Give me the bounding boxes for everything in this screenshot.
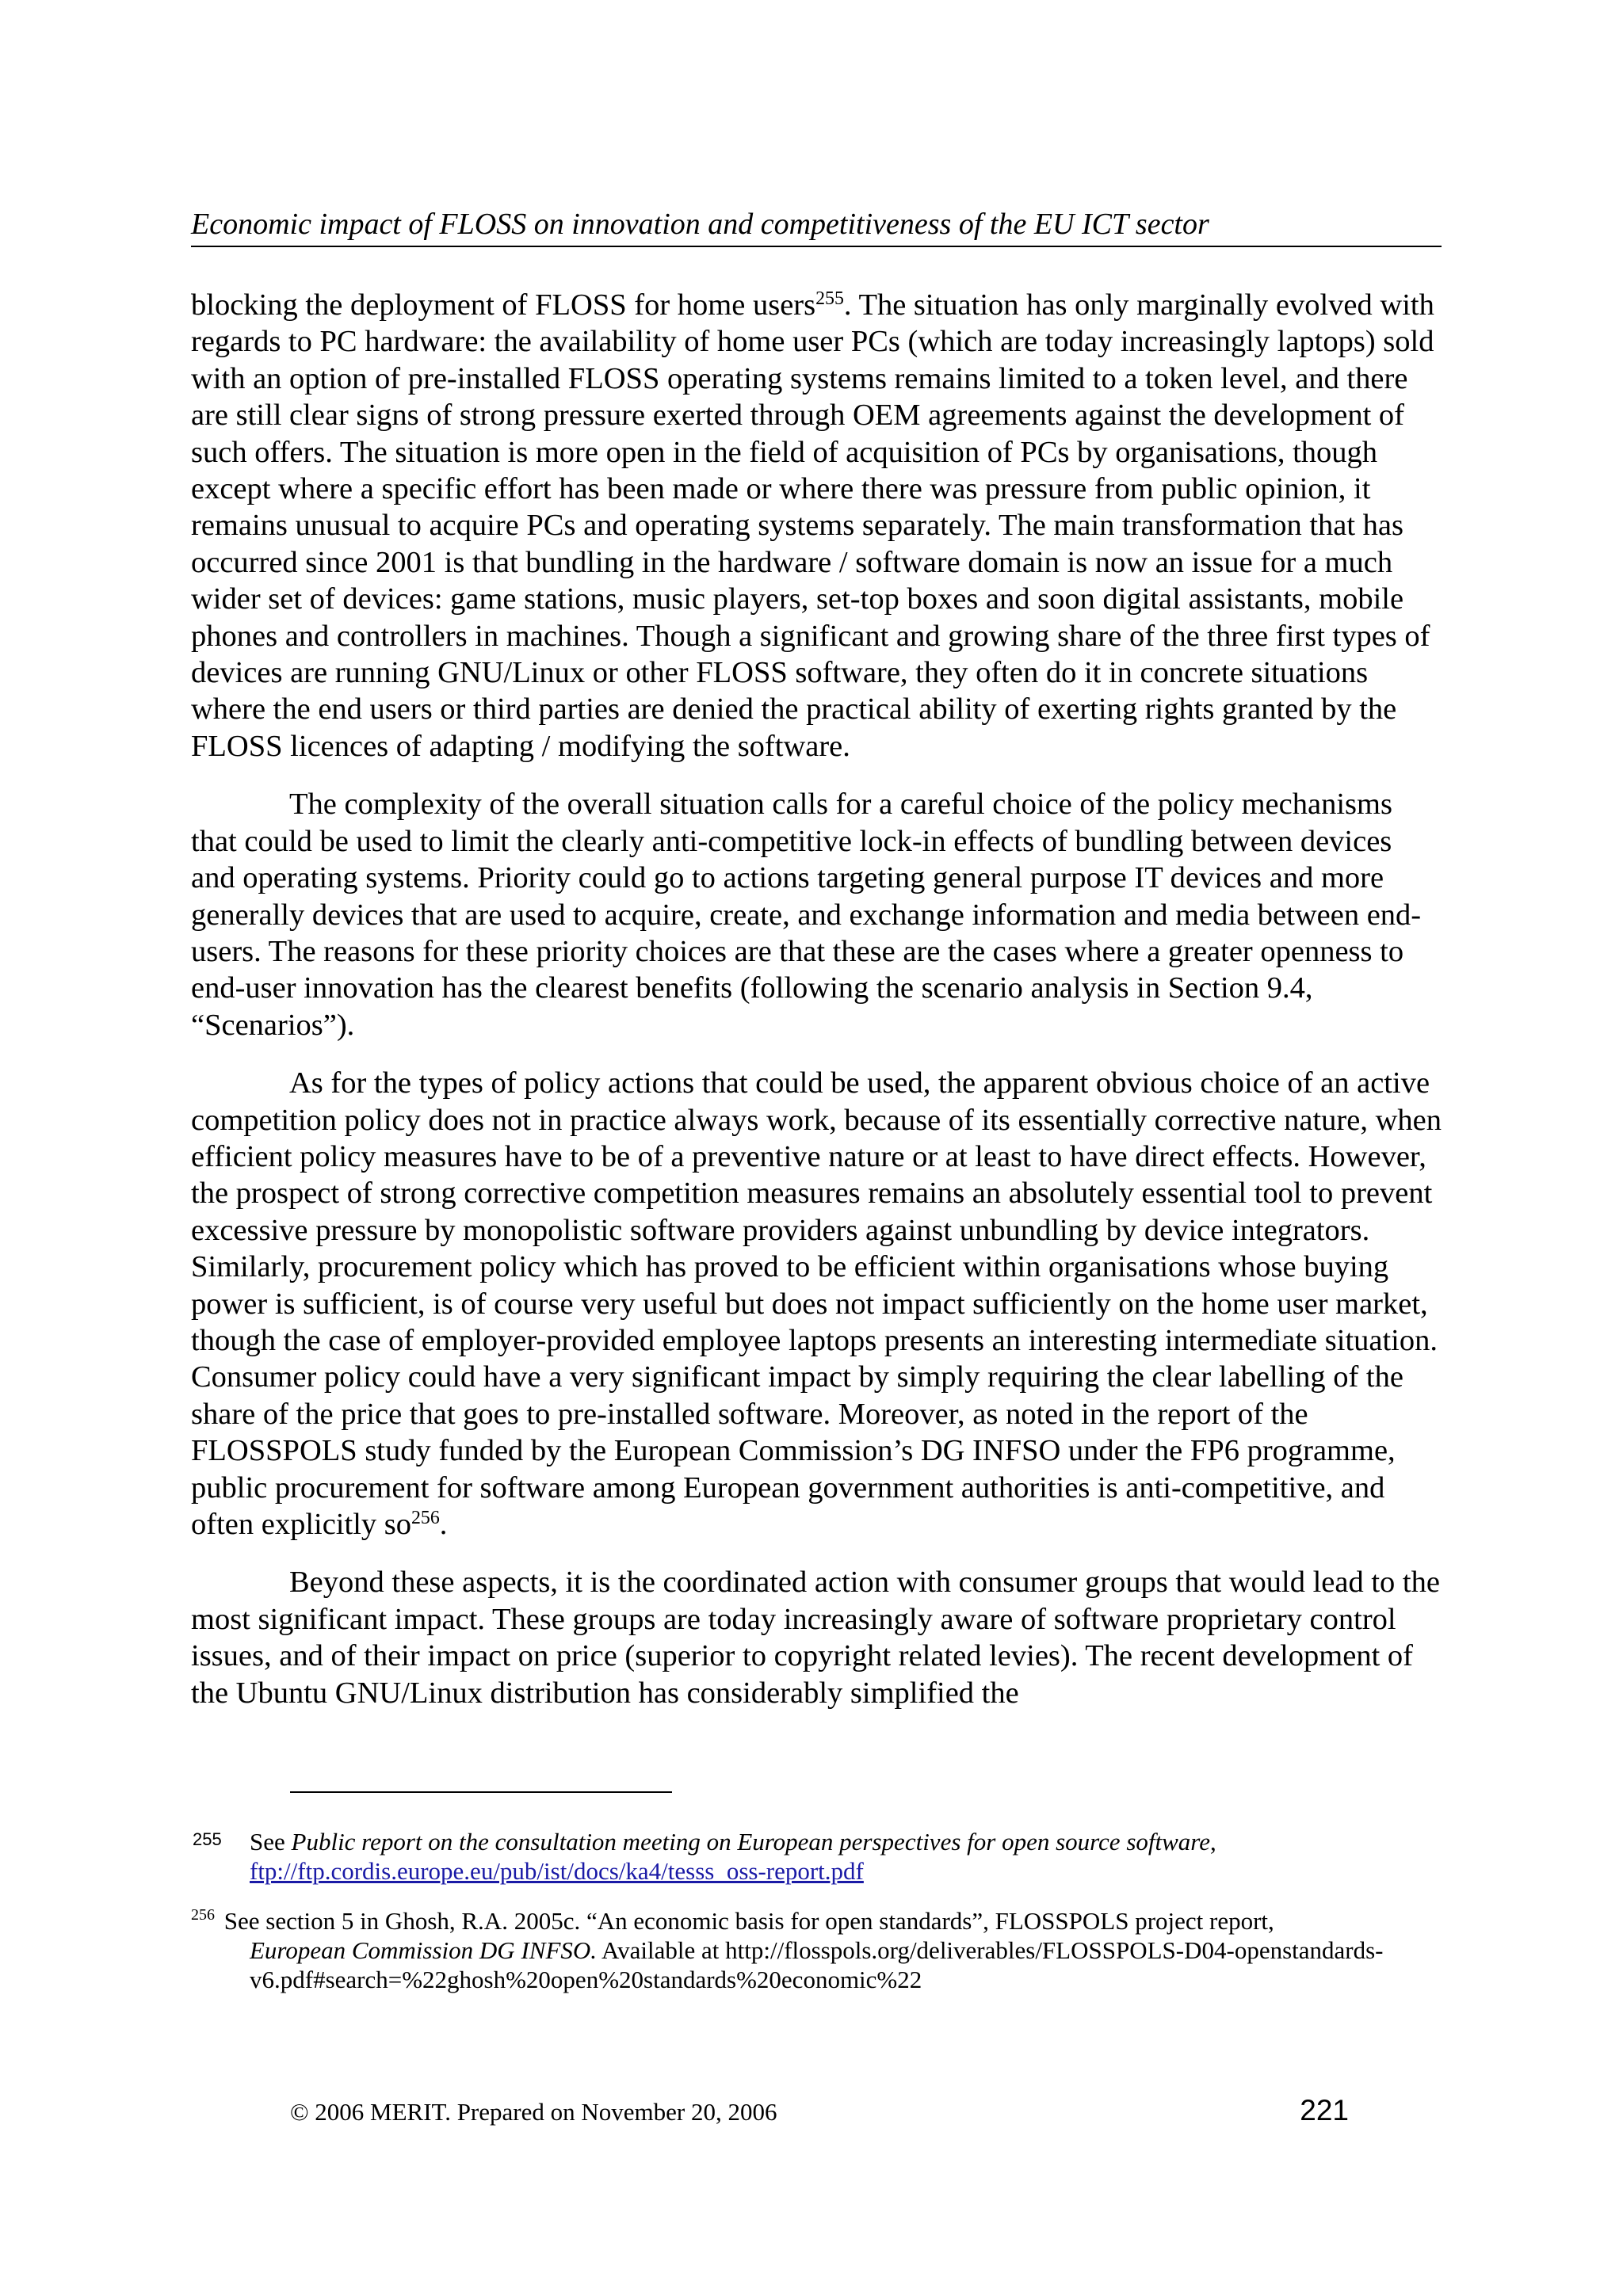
- body-text: [191, 287, 1442, 1733]
- footnote-number: 255: [193, 1829, 222, 1849]
- footnote-url-text: Available at http://flosspols.org/deliverables/FLOSSPOLS-D04-openstandards-v6.pdf#search=%22ghosh%20open%20standards%20economic%22: [250, 1936, 1384, 1993]
- footnote-italic: European Commission DG INFSO.: [250, 1936, 598, 1964]
- footnote-prefix: See: [250, 1828, 292, 1855]
- paragraph-1: [191, 287, 1442, 765]
- page-number: 221: [1300, 2094, 1349, 2126]
- paragraph-1-text-cont: . The situation has only marginally evolved with regards to PC hardware: the availability of home user PCs (which are today increasingly laptops) sold with an option of pre-installed FLOSS operating systems remains limited to a token level, and there are still clear signs of strong pressure exerted through OEM agreements against the development of such offers. The situation is more open in the field of acquisition of PCs by organisations, though except where a specific effort has been made or where there was pressure from public opinion, it remains unusual to acquire PCs and operating systems separately. The main transformation that has occurred since 2001 is that bundling in the hardware / software domain is now an issue for a much wider set of devices: game stations, music players, set-top boxes and soon digital assistants, mobile phones and controllers in machines. Though a significant and growing share of the three first types of devices are running GNU/Linux or other FLOSS software, they often do it in concrete situations where the end users or third parties are denied the practical ability of exerting rights granted by the FLOSS licences of adapting / modifying the software.: [191, 288, 1434, 763]
- footnote-continuation: [191, 1936, 1442, 1994]
- paragraph-3-text-cont: .: [439, 1508, 448, 1541]
- footnote-255: [191, 1827, 1442, 1886]
- footnote-256: [191, 1906, 1442, 1994]
- running-header: Economic impact of FLOSS on innovation and competitiveness of the EU ICT sector: [191, 204, 1442, 247]
- paragraph-3: [191, 1065, 1442, 1543]
- paragraph-4: Beyond these aspects, it is the coordinated action with consumer groups that would lead to the most significant impact. These groups are today increasingly aware of software proprietary control issues, and of their impact on price (superior to copyright related levies). The recent development of the Ubuntu GNU/Linux distribution has considerably simplified the: [191, 1566, 1440, 1710]
- footnote-line: [191, 1906, 1442, 1936]
- footnote-title: Public report on the consultation meeting on European perspectives for open source software: [291, 1828, 1210, 1855]
- footer-copyright: © 2006 MERIT. Prepared on November 20, 2006: [290, 2098, 777, 2126]
- paragraph-1-text: blocking the deployment of FLOSS for home users: [191, 288, 816, 322]
- footnote-ref-255[interactable]: 255: [815, 288, 844, 309]
- paragraph-2: The complexity of the overall situation calls for a careful choice of the policy mechanisms that could be used to limit the clearly anti-competitive lock-in effects of bundling between devices and operating systems. Priority could go to actions targeting general purpose IT devices and more generally devices that are used to acquire, create, and exchange information and media between end-users. The reasons for these priority choices are that these are the cases where a greater openness to end-user innovation has the clearest benefits (following the scenario analysis in Section 9.4, “Scenarios”).: [191, 788, 1422, 1042]
- footnote-comma: ,: [1209, 1828, 1216, 1855]
- footnote-number: 256: [191, 1906, 215, 1924]
- footnote-ref-256[interactable]: 256: [411, 1507, 440, 1528]
- paragraph-3-text: As for the types of policy actions that could be used, the apparent obvious choice of an active competition policy does not in practice always work, because of its essentially corrective nature, when efficient policy measures have to be of a preventive nature or at least to have direct effects. However, the prospect of strong corrective competition measures remains an absolutely essential tool to prevent excessive pressure by monopolistic software providers against unbundling by device integrators. Similarly, procurement policy which has proved to be efficient within organisations whose buying power is sufficient, is of course very useful but does not impact sufficiently on the home user market, though the case of employer-provided employee laptops presents an interesting intermediate situation. Consumer policy could have a very significant impact by simply requiring the clear labelling of the share of the price that goes to pre-installed software. Moreover, as noted in the report of the FLOSSPOLS study funded by the European Commission’s DG INFSO under the FP6 programme, public procurement for software among European government authorities is anti-competitive, and often explicitly so: [191, 1066, 1442, 1541]
- footnotes: [191, 1827, 1442, 1994]
- footnote-link[interactable]: ftp://ftp.cordis.europe.eu/pub/ist/docs/ka4/tesss_oss-report.pdf: [250, 1857, 864, 1885]
- footnote-separator: [290, 1791, 672, 1793]
- footnote-text: See section 5 in Ghosh, R.A. 2005c. “An economic basis for open standards”, FLOSSPOLS project report,: [218, 1907, 1274, 1935]
